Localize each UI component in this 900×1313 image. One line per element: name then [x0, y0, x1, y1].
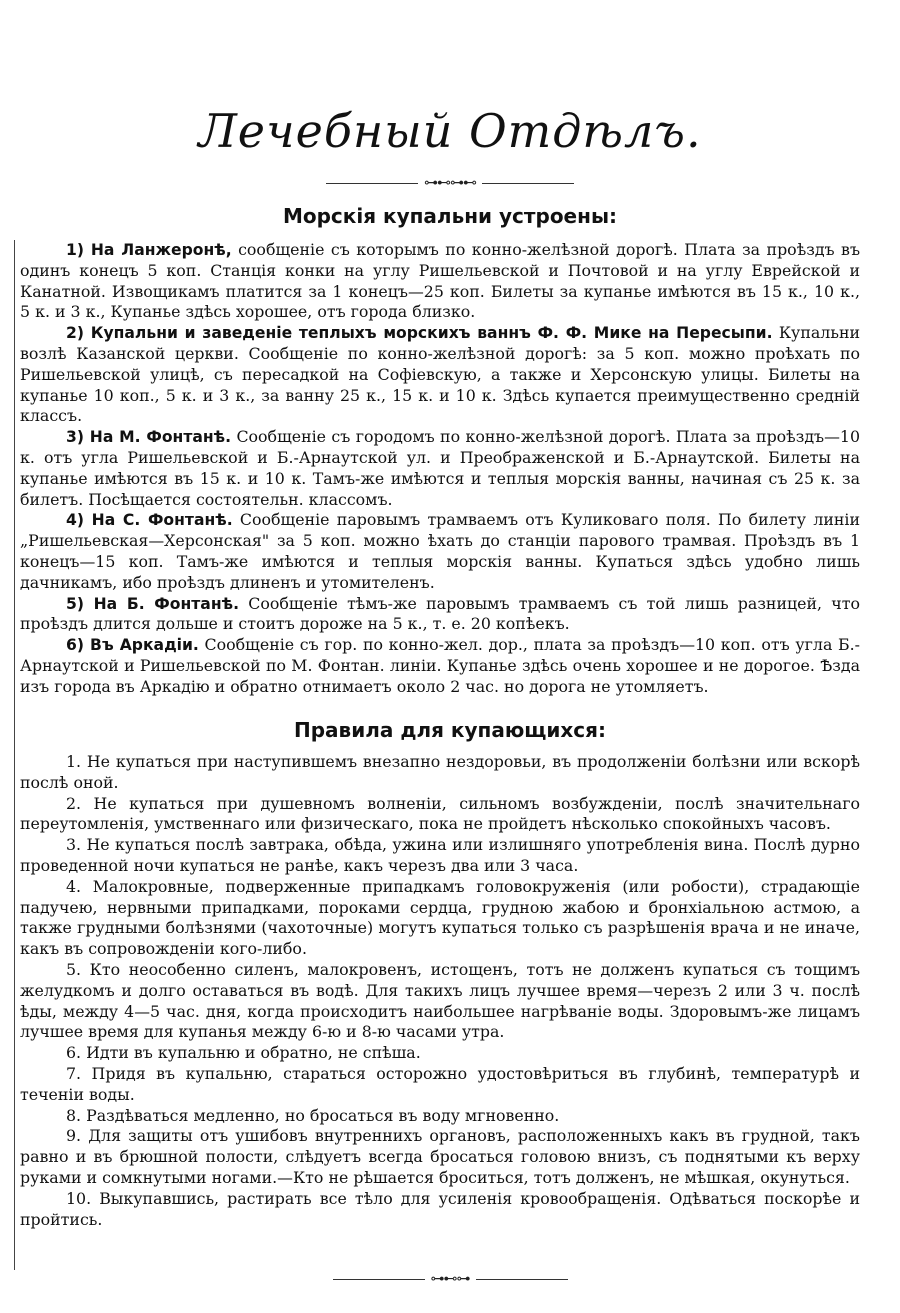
bathing-place-item — [20, 594, 860, 636]
bathing-place-label: 6) Въ Аркадіи. — [66, 636, 199, 655]
rule-item: 1. Не купаться при наступившемъ внезапно нездоровьи, въ продолженіи болѣзни или вскорѣ послѣ оной. — [20, 752, 860, 792]
bathing-place-text: Сообщеніе съ гор. по конно-жел. дор., плата за проѣздъ—10 коп. отъ угла Б.-Арнаутской и Ришельевской по М. Фонтан. линіи. Купанье здѣсь очень хорошее и не дорогое. Ѣзда изъ города въ Аркадію и обратно отнимаетъ около 2 час. но дорога не утомляетъ. — [20, 635, 860, 696]
bathing-place-label: 1) На Ланжеронѣ, — [66, 241, 232, 259]
bathing-place-item — [20, 427, 860, 510]
bathing-places-list — [20, 240, 860, 698]
rule-item: 8. Раздѣваться медленно, но бросаться въ воду мгновенно. — [66, 1105, 560, 1125]
bathing-place-label: 4) На С. Фонтанѣ. — [66, 511, 233, 530]
rule-item: 4. Малокровные, подверженные припадкамъ головокруженія (или робости), страдающіе падучею, нервными припадками, пороками сердца, грудною жабою и бронхіальною астмою, а также грудными болѣзнями (чахоточные) могутъ купаться только съ разрѣшенія врача и не иначе, какъ въ сопровожденіи кого-либо. — [20, 876, 860, 959]
bathing-place-label: 2) Купальни и заведеніе теплыхъ морскихъ ваннъ Ф. Ф. Мике на Пересыпи. — [66, 324, 773, 343]
bathing-place-text: Сообщеніе паровымъ трамваемъ отъ Куликоваго поля. По билету линіи „Ришельевская—Херсонская" за 5 коп. можно ѣхать до станціи парового трамвая. Проѣздъ въ 1 конецъ—15 коп. Тамъ-же имѣются и теплыя морскія ванны. Купаться здѣсь удобно лишь дачникамъ, ибо проѣздъ длиненъ и утомителенъ. — [20, 510, 860, 592]
bathing-place-text: Сообщеніе съ городомъ по конно-желѣзной дорогѣ. Плата за проѣздъ—10 к. отъ угла Ришельевской и Б.-Арнаутской ул. и Преображенской и Б.-Арнаутской. Билеты на купанье имѣются въ 15 к. и 10 к. Тамъ-же имѣются и теплыя морскія ванны, начиная съ 25 к. за билетъ. Посѣщается состоятельн. классомъ. — [20, 427, 861, 509]
rule-item: 6. Идти въ купальню и обратно, не спѣша. — [66, 1043, 421, 1063]
bathing-place-label: 3) На М. Фонтанѣ. — [66, 428, 232, 447]
rule-item: 7. Придя въ купальню, стараться осторожно удостовѣриться въ глубинѣ, температурѣ и теченіи воды. — [20, 1063, 860, 1104]
bathing-place-item — [20, 510, 860, 593]
bathing-place-item — [20, 323, 860, 427]
bathing-places-heading: Морскія купальни устроены: — [282, 204, 618, 228]
rule-item: 3. Не купаться послѣ завтрака, обѣда, ужина или излишняго употребленія вина. Послѣ дурно проведенной ночи купаться не ранѣе, какъ черезъ два или 3 часа. — [20, 835, 860, 875]
bathing-place-item — [20, 240, 860, 323]
bottom-ornament-divider: ⊶⊷⊶ — [0, 1272, 900, 1286]
page-title: Лечебный Отдѣлъ. — [198, 104, 702, 158]
rule-item: 9. Для защиты отъ ушибовъ внутреннихъ органовъ, расположенныхъ какъ въ грудной, такъ равно и въ брюшной полости, слѣдуетъ всегда бросаться головою внизъ, съ поднятыми къ верху руками и сомкнутыми ногами.—Кто не рѣшается броситься, тотъ долженъ, не мѣшкая, окунуться. — [20, 1126, 860, 1187]
bathing-place-item — [20, 635, 860, 697]
bathing-place-text: сообщеніе съ которымъ по конно-желѣзной дорогѣ. Плата за проѣздъ въ одинъ конецъ 5 коп. Станція конки на углу Ришельевской и Почтовой и на углу Еврейской и Канатной. Извощикамъ платится за 1 конецъ—25 коп. Билеты за купанье имѣются въ 15 к., 10 к., 5 к. и 3 к., Купанье здѣсь хорошее, отъ города близко. — [20, 240, 860, 322]
left-margin-rule — [14, 240, 15, 1270]
title-ornament-divider: ⊶⊷⊶⊷ — [0, 176, 900, 190]
bathing-rules-list — [20, 752, 860, 1230]
bathing-place-text: Купальни возлѣ Казанской церкви. Сообщеніе по конно-желѣзной дорогѣ: за 5 коп. можно проѣхать по Ришельевской улицѣ, съ пересадкой на Софіевскую, а также и Херсонскую улицы. Билеты на купанье 10 коп., 5 к. и 3 к., за ванну 25 к., 15 к. и 10 к. Здѣсь купается преимущественно средній классъ. — [20, 323, 860, 426]
bathing-rules-heading: Правила для купающихся: — [293, 718, 607, 742]
rule-item: 5. Кто неособенно силенъ, малокровенъ, истощенъ, тотъ не долженъ купаться съ тощимъ желудкомъ и долго оставаться въ водѣ. Для такихъ лицъ лучшее время—черезъ 2 или 3 ч. послѣ ѣды, между 4—5 час. дня, когда происходитъ наибольшее нагрѣваніе воды. Здоровымъ-же лицамъ лучшее время для купанья между 6-ю и 8-ю часами утра. — [20, 959, 860, 1042]
rule-item: 2. Не купаться при душевномъ волненіи, сильномъ возбужденіи, послѣ значительнаго переутомленія, умственнаго или физическаго, пока не пройдетъ нѣсколько спокойныхъ часовъ. — [20, 793, 860, 834]
rule-item: 10. Выкупавшись, растирать все тѣло для усиленія кровообращенія. Одѣваться поскорѣе и пройтись. — [20, 1188, 860, 1229]
bathing-place-text: Сообщеніе тѣмъ-же паровымъ трамваемъ съ той лишь разницей, что проѣздъ длится дольше и стоитъ дороже на 5 к., т. е. 20 копѣекъ. — [20, 593, 860, 634]
bathing-place-label: 5) На Б. Фонтанѣ. — [66, 594, 239, 613]
